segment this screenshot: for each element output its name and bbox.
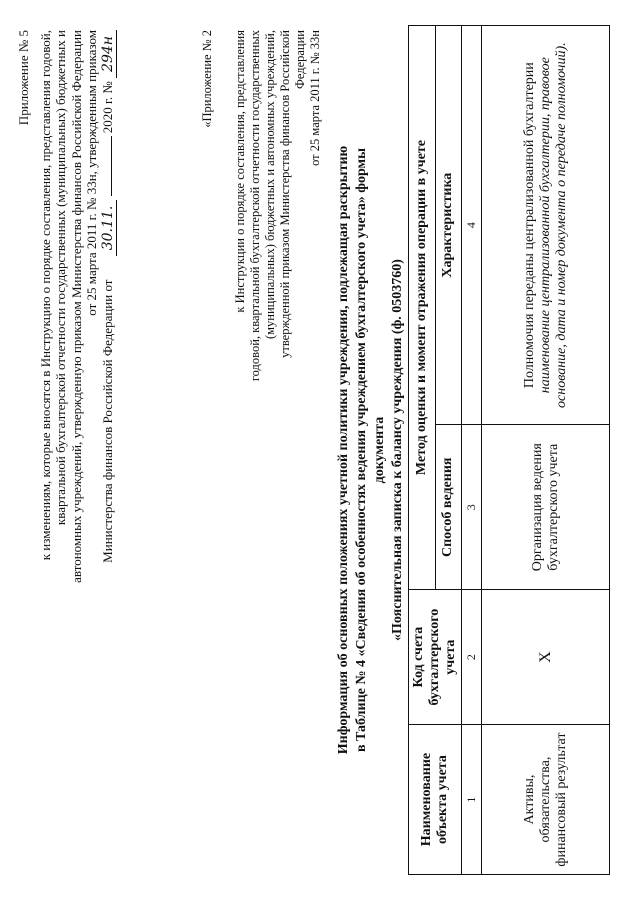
column-index: 2: [462, 590, 482, 725]
table-row: [482, 26, 610, 875]
document-title: [335, 145, 407, 755]
column-index: 4: [462, 26, 482, 425]
appendix-2-line: (муниципальных) бюджетных и автономных учреждений,: [263, 30, 277, 340]
cell-method: Организация ведения бухгалтерского учета: [482, 425, 610, 590]
appendix-5-line: автономных учреждений, утвержденную приказом Министерства финансов Российской Федерации: [68, 30, 84, 583]
column-index: 3: [462, 425, 482, 590]
appendix-5-last-line: [100, 30, 118, 705]
characteristic-plain: Полномочия переданы централизованной бухгалтерии: [521, 62, 537, 389]
appendix-2-line: к Инструкции о порядке составления, представления: [233, 30, 247, 313]
header-object: Наименование объекта учета: [409, 725, 462, 875]
header-account-code: Код счета бухгалтерского учета: [409, 590, 462, 725]
title-line: «Пояснительная записка к балансу учреждения (ф. 0503760): [390, 259, 405, 641]
appendix-2-line: годовой, квартальной бухгалтерской отчетности государственных: [248, 30, 262, 382]
appendix-5-line: от 25 марта 2011 г. № 33н, утвержденным приказом: [84, 30, 99, 316]
title-line: в Таблице № 4 «Сведения об особенностях ведения учреждением бухгалтерского учета» формы документа: [354, 147, 387, 753]
column-index-row: [462, 26, 482, 875]
date-underline: [111, 136, 112, 196]
appendix-2-line: от 25 марта 2011 г. № 33н: [308, 30, 322, 166]
header-row: [409, 26, 436, 875]
appendix-5-line: к изменениям, которые вносятся в Инструкцию о порядке составления, представления годовой,: [37, 30, 53, 561]
appendix-2-line: Федерации: [293, 30, 307, 90]
title-line: Информация об основных положениях учетной политики учреждения, подлежащая раскрытию: [336, 145, 351, 755]
cell-account-code: Х: [482, 590, 610, 725]
appendix-5-year: 2020 г. №: [99, 81, 115, 134]
appendix-2-line: утвержденной приказом Министерства финансов Российской: [278, 30, 292, 358]
appendix-5-header: [16, 30, 117, 705]
appendix-2-number: «Приложение № 2: [200, 30, 214, 128]
cell-characteristic: [482, 26, 610, 425]
filled-date: 30.11.: [101, 200, 118, 257]
accounting-policy-table: [408, 25, 610, 875]
cell-object: Активы, обязательства, финансовый результат: [482, 725, 610, 875]
appendix-2-header: [200, 30, 323, 405]
appendix-5-prefix: Министерства финансов Российской Федерации от: [99, 279, 115, 563]
header-method: Способ ведения: [435, 425, 462, 590]
appendix-5-line: квартальной бухгалтерской отчетности государственных (муниципальных) бюджетных и: [53, 30, 68, 526]
header-method-group: Метод оценки и момент отражения операции в учете: [409, 26, 436, 590]
appendix-5-number: Приложение № 5: [16, 30, 31, 126]
characteristic-italic: наименование централизованной бухгалтерии, правовое основание, дата и номер документа о передаче полномочий).: [537, 42, 569, 408]
column-index: 1: [462, 725, 482, 875]
header-characteristic: Характеристика: [435, 26, 462, 425]
filled-order-number: 294н: [101, 30, 118, 78]
